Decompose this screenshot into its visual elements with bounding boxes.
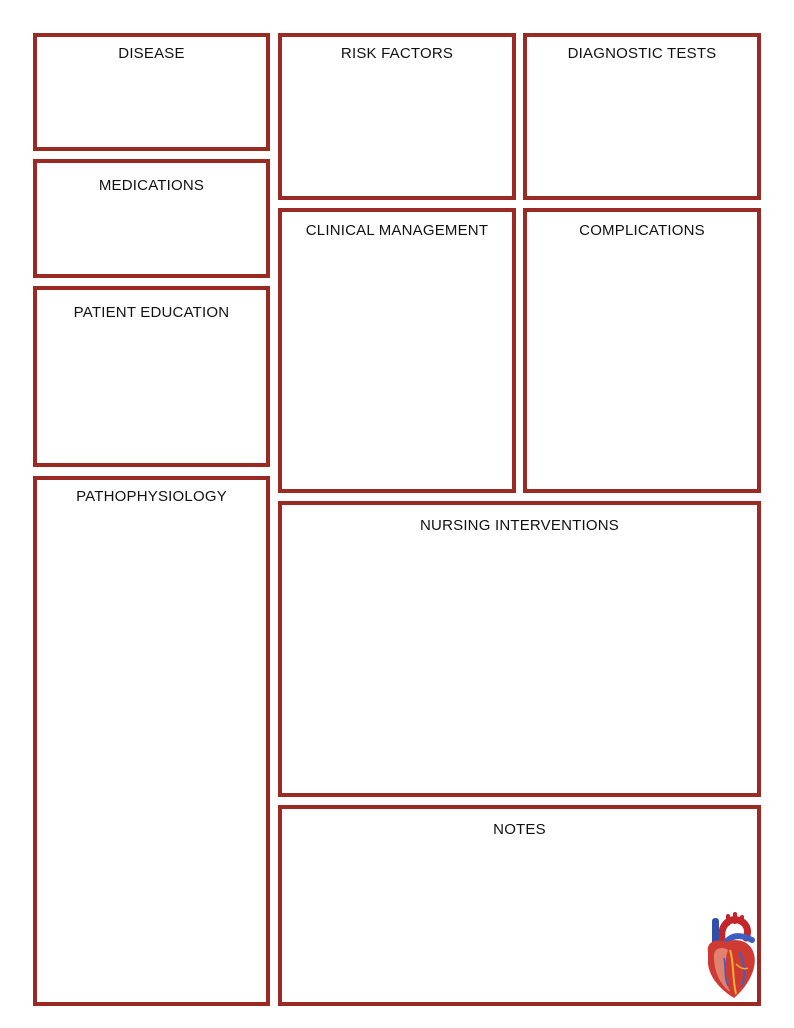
patient-education-box[interactable] (33, 286, 270, 467)
notes-box[interactable] (278, 805, 761, 1006)
nursing-interventions-title: NURSING INTERVENTIONS (420, 517, 619, 534)
clinical-management-box[interactable] (278, 208, 516, 493)
notes-title: NOTES (493, 821, 546, 838)
complications-box[interactable] (523, 208, 761, 493)
pathophysiology-title: PATHOPHYSIOLOGY (76, 488, 227, 505)
pathophysiology-box[interactable] (33, 476, 270, 1006)
disease-box[interactable] (33, 33, 270, 151)
anatomical-heart-icon (700, 912, 760, 1002)
risk-factors-box[interactable] (278, 33, 516, 200)
diagnostic-tests-title: DIAGNOSTIC TESTS (567, 45, 717, 62)
risk-factors-title: RISK FACTORS (340, 45, 454, 62)
nursing-interventions-box[interactable] (278, 501, 761, 797)
disease-title: DISEASE (118, 45, 185, 62)
clinical-management-title: CLINICAL MANAGEMENT (305, 222, 489, 239)
medications-title: MEDICATIONS (98, 177, 205, 194)
medications-box[interactable] (33, 159, 270, 278)
diagnostic-tests-box[interactable] (523, 33, 761, 200)
complications-title: COMPLICATIONS (579, 222, 705, 239)
patient-education-title: PATIENT EDUCATION (73, 304, 230, 321)
